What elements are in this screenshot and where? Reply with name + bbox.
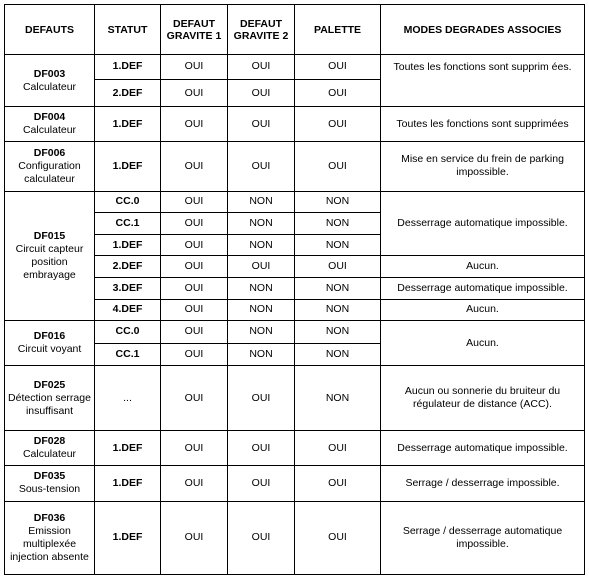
gravite2-cell: OUI bbox=[228, 79, 295, 107]
status-cell: 1.DEF bbox=[95, 55, 161, 80]
fault-cell-df006 bbox=[5, 142, 95, 191]
palette-cell: NON bbox=[295, 299, 381, 321]
gravite1-cell: OUI bbox=[161, 55, 228, 80]
status-cell: 2.DEF bbox=[95, 256, 161, 278]
fault-description: Circuit capteur position embrayage bbox=[15, 242, 84, 281]
modes-cell: Serrage / desserrage automatique impossible. bbox=[381, 501, 585, 574]
palette-cell: OUI bbox=[295, 107, 381, 142]
fault-description: Calculateur bbox=[22, 80, 77, 93]
palette-cell: OUI bbox=[295, 256, 381, 278]
gravite1-cell: OUI bbox=[161, 191, 228, 213]
gravite1-cell: OUI bbox=[161, 343, 228, 366]
status-cell: 1.DEF bbox=[95, 501, 161, 574]
gravite2-cell: OUI bbox=[228, 431, 295, 466]
table-row bbox=[5, 431, 585, 466]
fault-code: DF015 bbox=[33, 229, 66, 242]
gravite1-cell: OUI bbox=[161, 465, 228, 501]
gravite2-cell: NON bbox=[228, 277, 295, 299]
gravite2-cell: NON bbox=[228, 213, 295, 235]
modes-cell: Mise en service du frein de parking impossible. bbox=[381, 142, 585, 191]
fault-table bbox=[4, 4, 585, 575]
fault-code: DF004 bbox=[33, 111, 66, 124]
fault-cell-df035 bbox=[5, 465, 95, 501]
status-cell: ... bbox=[95, 366, 161, 431]
gravite1-cell: OUI bbox=[161, 107, 228, 142]
status-cell: 4.DEF bbox=[95, 299, 161, 321]
gravite2-cell: OUI bbox=[228, 55, 295, 80]
table-row bbox=[5, 55, 585, 80]
gravite2-cell: NON bbox=[228, 343, 295, 366]
gravite1-cell: OUI bbox=[161, 79, 228, 107]
gravite2-cell: NON bbox=[228, 299, 295, 321]
table-row bbox=[5, 107, 585, 142]
palette-cell: NON bbox=[295, 343, 381, 366]
palette-cell: OUI bbox=[295, 55, 381, 80]
fault-cell-df036 bbox=[5, 501, 95, 574]
gravite1-cell: OUI bbox=[161, 277, 228, 299]
gravite1-cell: OUI bbox=[161, 501, 228, 574]
table-row bbox=[5, 465, 585, 501]
status-cell: 3.DEF bbox=[95, 277, 161, 299]
fault-code: DF035 bbox=[33, 470, 66, 483]
header-modes: MODES DEGRADES ASSOCIES bbox=[381, 5, 585, 55]
table-row bbox=[5, 321, 585, 344]
status-cell: 1.DEF bbox=[95, 465, 161, 501]
table-row bbox=[5, 142, 585, 191]
modes-cell: Toutes les fonctions sont supprimées bbox=[381, 107, 585, 142]
gravite1-cell: OUI bbox=[161, 213, 228, 235]
fault-description: Circuit voyant bbox=[17, 343, 82, 356]
status-cell: 1.DEF bbox=[95, 431, 161, 466]
fault-cell-df016 bbox=[5, 321, 95, 366]
modes-cell: Aucun. bbox=[381, 299, 585, 321]
palette-cell: OUI bbox=[295, 465, 381, 501]
palette-cell: NON bbox=[295, 277, 381, 299]
modes-cell: Desserrage automatique impossible. bbox=[381, 191, 585, 256]
palette-cell: NON bbox=[295, 191, 381, 213]
modes-cell: Aucun. bbox=[381, 256, 585, 278]
status-cell: CC.0 bbox=[95, 321, 161, 344]
status-cell: 1.DEF bbox=[95, 142, 161, 191]
palette-cell: OUI bbox=[295, 501, 381, 574]
palette-cell: OUI bbox=[295, 79, 381, 107]
status-cell: CC.1 bbox=[95, 213, 161, 235]
gravite1-cell: OUI bbox=[161, 299, 228, 321]
fault-description: Sous-tension bbox=[18, 483, 81, 496]
table-row bbox=[5, 501, 585, 574]
modes-cell: Aucun ou sonnerie du bruiteur du régulateur de distance (ACC). bbox=[381, 366, 585, 431]
gravite1-cell: OUI bbox=[161, 431, 228, 466]
palette-cell: OUI bbox=[295, 431, 381, 466]
gravite2-cell: NON bbox=[228, 191, 295, 213]
fault-cell-df025 bbox=[5, 366, 95, 431]
header-gravite-2: DEFAUT GRAVITE 2 bbox=[228, 5, 295, 55]
header-palette: PALETTE bbox=[295, 5, 381, 55]
gravite2-cell: OUI bbox=[228, 465, 295, 501]
fault-code: DF016 bbox=[33, 330, 66, 343]
status-cell: 2.DEF bbox=[95, 79, 161, 107]
fault-code: DF003 bbox=[33, 67, 66, 80]
gravite1-cell: OUI bbox=[161, 256, 228, 278]
status-cell: CC.0 bbox=[95, 191, 161, 213]
gravite1-cell: OUI bbox=[161, 234, 228, 256]
gravite2-cell: OUI bbox=[228, 366, 295, 431]
palette-cell: OUI bbox=[295, 142, 381, 191]
gravite1-cell: OUI bbox=[161, 321, 228, 344]
gravite2-cell: OUI bbox=[228, 256, 295, 278]
fault-code: DF025 bbox=[33, 378, 66, 391]
status-cell: CC.1 bbox=[95, 343, 161, 366]
fault-description: Détection serrage insuffisant bbox=[8, 391, 91, 417]
header-defauts: DEFAUTS bbox=[5, 5, 95, 55]
modes-cell: Serrage / desserrage impossible. bbox=[381, 465, 585, 501]
modes-cell: Desserrage automatique impossible. bbox=[381, 431, 585, 466]
table-row bbox=[5, 191, 585, 213]
modes-cell: Desserrage automatique impossible. bbox=[381, 277, 585, 299]
fault-description: Calculateur bbox=[22, 448, 77, 460]
gravite2-cell: NON bbox=[228, 321, 295, 344]
fault-code: DF006 bbox=[33, 146, 66, 159]
status-cell: 1.DEF bbox=[95, 234, 161, 256]
fault-description: Calculateur bbox=[22, 124, 77, 137]
header-statut: STATUT bbox=[95, 5, 161, 55]
modes-cell: Toutes les fonctions sont supprim ées. bbox=[381, 55, 585, 107]
fault-code: DF036 bbox=[33, 511, 66, 524]
table-row bbox=[5, 366, 585, 431]
fault-description: Emission multiplexée injection absente bbox=[10, 524, 89, 563]
palette-cell: NON bbox=[295, 321, 381, 344]
gravite2-cell: OUI bbox=[228, 107, 295, 142]
status-cell: 1.DEF bbox=[95, 107, 161, 142]
gravite1-cell: OUI bbox=[161, 366, 228, 431]
palette-cell: NON bbox=[295, 234, 381, 256]
gravite2-cell: OUI bbox=[228, 142, 295, 191]
gravite2-cell: OUI bbox=[228, 501, 295, 574]
gravite1-cell: OUI bbox=[161, 142, 228, 191]
fault-cell-df015 bbox=[5, 191, 95, 320]
fault-code: DF028 bbox=[33, 435, 66, 447]
header-gravite-1: DEFAUT GRAVITE 1 bbox=[161, 5, 228, 55]
palette-cell: NON bbox=[295, 366, 381, 431]
fault-cell-df028 bbox=[5, 431, 95, 466]
gravite2-cell: NON bbox=[228, 234, 295, 256]
fault-description: Configuration calculateur bbox=[18, 159, 81, 185]
header-row bbox=[5, 5, 585, 55]
palette-cell: NON bbox=[295, 213, 381, 235]
fault-cell-df003 bbox=[5, 55, 95, 107]
modes-cell: Aucun. bbox=[381, 321, 585, 366]
fault-cell-df004 bbox=[5, 107, 95, 142]
